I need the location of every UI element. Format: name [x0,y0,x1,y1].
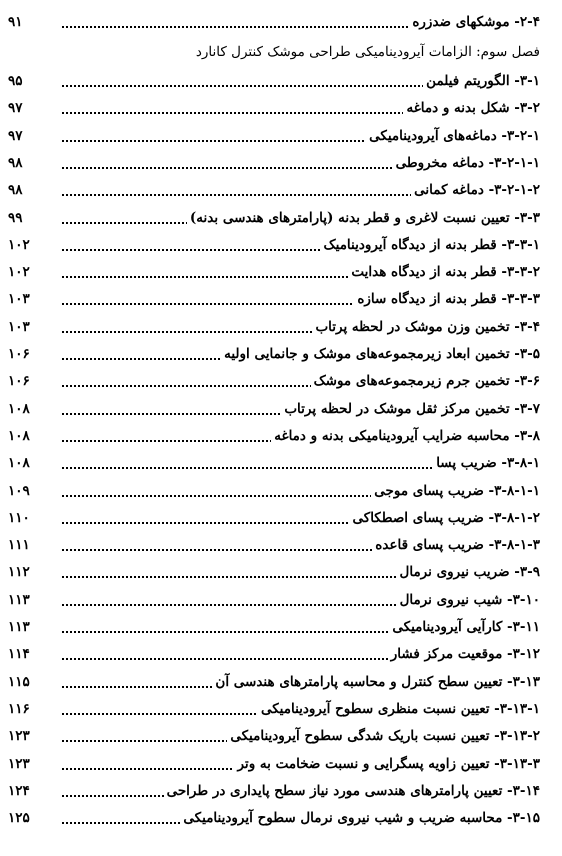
toc-entry [0,96,562,120]
toc-entry-page: ۱۲۵ [8,810,30,827]
toc-entry [0,424,562,448]
toc-entry-title: ۳-۸-۱-۳- ضریب پسای قاعده [372,533,540,557]
toc-entry-page: ۱۱۴ [8,646,30,663]
toc-entry-title: ۳-۱۴- تعیین پارامترهای هندسی مورد نیاز سطح پایداری در طراحی [164,779,540,803]
toc-entry-title: ۳-۹- ضریب نیروی نرمال [397,560,540,584]
toc-entry-page: ۱۰۲ [8,264,30,281]
toc-entry-title: ۳-۱۳-۳- تعیین زاویه پسگرایی و نسبت ضخامت به وتر [234,752,540,776]
toc-entry-page: ۱۱۲ [8,564,30,581]
toc-entry [0,397,562,421]
toc-entry-title: ۳-۳-۲- قطر بدنه از دیدگاه هدایت [348,260,540,284]
toc-entry-title: ۳-۱۳-۱- تعیین نسبت منظری سطوح آیرودینامیکی [258,697,540,721]
toc-entry-page: ۱۰۳ [8,318,30,335]
toc-entry [0,69,562,93]
toc-entry-page: ۱۰۸ [8,400,30,417]
toc-entry [0,315,562,339]
toc-entry-title: ۳-۱۳-۲- تعیین نسبت باریک شدگی سطوح آیرودینامیکی [227,724,540,748]
toc-entry-title: ۳-۲-۱-۲- دماغه کمانی [411,178,540,202]
toc-entry-page: ۹۹ [8,209,23,226]
toc-entry [0,506,562,530]
toc-entry [0,287,562,311]
toc-entry-title: ۳-۳-۱- قطر بدنه از دیدگاه آیرودینامیک [321,233,540,257]
toc-entry-title: ۳-۱۱- کارآیی آیرودینامیکی [389,615,540,639]
toc-entry [0,342,562,366]
toc-entry-title: ۳-۱۰- شیب نیروی نرمال [397,588,540,612]
toc-entry-title: ۳-۶- تخمین جرم زیرمجموعه‌های موشک [311,369,540,393]
toc-entry [0,697,562,721]
toc-entry-page: ۱۰۸ [8,427,30,444]
toc-entry-title: ۳-۱- الگوریتم فیلمن [423,69,540,93]
toc-entry-title: ۳-۲- شکل بدنه و دماغه [403,96,540,120]
toc-entry-title: ۳-۱۳- تعیین سطح کنترل و محاسبه پارامترهای هندسی آن [212,670,540,694]
toc-entry-page: ۱۲۳ [8,755,30,772]
toc-entry-page: ۹۱ [8,14,23,30]
toc-entry-page: ۹۸ [8,182,23,199]
toc-entry-title: ۳-۲-۱-۱- دماغه مخروطی [393,151,540,175]
toc-entry-title: ۳-۲-۱- دماغه‌های آیرودینامیکی [366,124,540,148]
toc-entry-title: ۳-۸- محاسبه ضرایب آیرودینامیکی بدنه و دماغه [271,424,540,448]
toc-entry-page: ۱۱۰ [8,509,30,526]
toc-entry [0,206,562,230]
toc-entry [0,615,562,639]
toc-entry [0,533,562,557]
toc-entry [0,642,562,666]
toc-entry [0,479,562,503]
toc-entry [0,588,562,612]
toc-entry [0,670,562,694]
toc-entry [0,151,562,175]
toc-entry-page: ۹۷ [8,100,23,117]
toc-entry [0,779,562,803]
toc-entry-page: ۱۱۳ [8,591,30,608]
toc-entry-page: ۱۰۹ [8,482,30,499]
toc-entry-page: ۱۰۲ [8,236,30,253]
toc-entry-page: ۱۰۶ [8,346,30,362]
toc-entry-page: ۱۱۵ [8,673,30,690]
toc-entry-page: ۱۰۳ [8,291,30,308]
toc-entry-title: ۳-۱۵- محاسبه ضریب و شیب نیروی نرمال سطوح آیرودینامیکی [180,806,540,830]
toc-entry-page: ۹۵ [8,73,23,89]
toc-entry-title: ۳-۷- تخمین مرکز ثقل موشک در لحظه پرتاب [281,397,540,421]
toc-entry [0,560,562,584]
toc-entry [0,369,562,393]
toc-entry-page: ۱۱۳ [8,619,30,635]
toc-entry-page: ۱۱۶ [8,700,30,717]
toc-entry-title: ۳-۴- تخمین وزن موشک در لحظه پرتاب [312,315,540,339]
toc-entry-page: ۱۲۴ [8,782,30,799]
toc-entry-title: ۳-۳-۳- قطر بدنه از دیدگاه سازه [354,287,540,311]
toc-entry [0,806,562,830]
toc-entry-page: ۱۰۶ [8,373,30,390]
chapter-heading: فصل سوم: الزامات آیرودینامیکی طراحی موشک کنترل کانارد [195,44,540,60]
toc-entry-title: ۳-۸-۱-۲- ضریب پسای اصطکاکی [350,506,540,530]
toc-entry-title: ۳-۸-۱- ضریب پسا [433,451,540,475]
toc-entry [0,724,562,748]
toc-entry [0,451,562,475]
toc-entry-page: ۱۲۳ [8,728,30,745]
toc-entry-page: ۱۰۸ [8,455,30,472]
toc-entry-page: ۹۸ [8,154,23,171]
toc-entry-title: ۳-۸-۱-۱- ضریب پسای موجی [371,479,540,503]
toc-entry [0,124,562,148]
toc-entry-title: ۳-۱۲- موقعیت مرکز فشار [388,642,540,666]
toc-entry-page: ۹۷ [8,127,23,144]
toc-entry [0,752,562,776]
toc-entry [0,233,562,257]
toc-entry [0,10,562,34]
toc-entry-title: ۲-۴- موشکهای ضدزره [409,10,540,34]
toc-entry-title: ۳-۳- تعیین نسبت لاغری و قطر بدنه (پارامترهای هندسی بدنه) [187,206,540,230]
toc-entry-title: ۳-۵- تخمین ابعاد زیرمجموعه‌های موشک و جانمایی اولیه [221,342,540,366]
toc-entry-page: ۱۱۱ [8,537,30,554]
toc-entry [0,260,562,284]
toc-entry [0,178,562,202]
